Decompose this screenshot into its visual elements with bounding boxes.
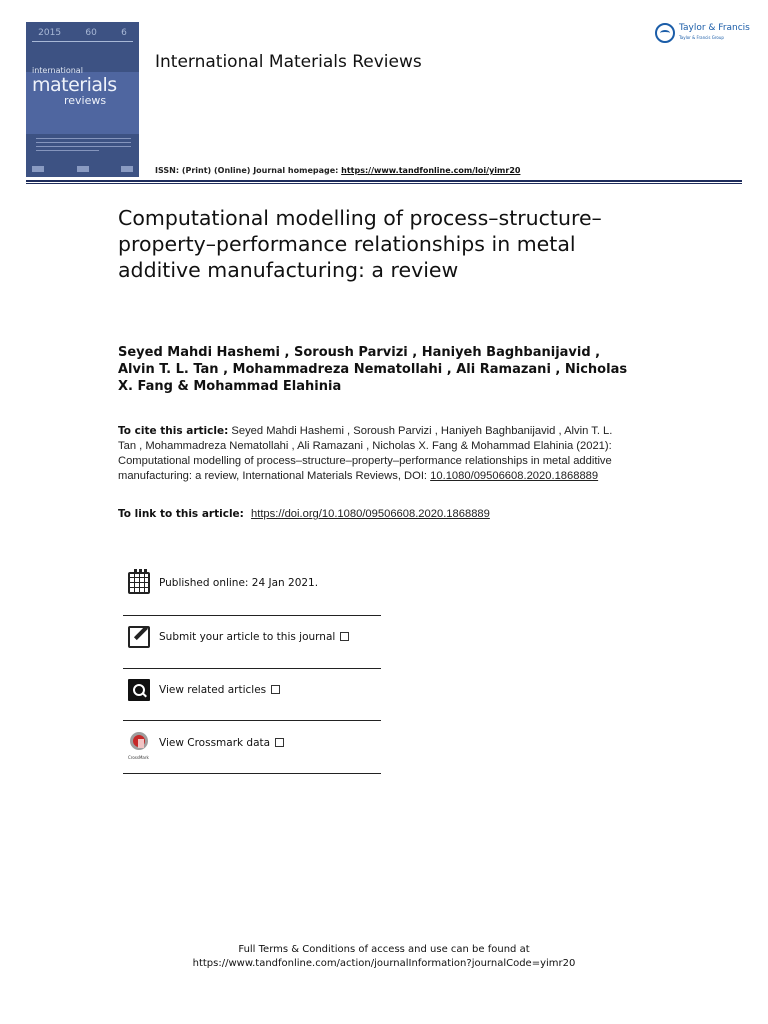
crossmark-link[interactable] [123, 724, 381, 762]
submit-article-link[interactable] [123, 618, 381, 656]
info-separator [123, 720, 381, 721]
calendar-icon [128, 572, 150, 594]
crossmark-badge [130, 732, 148, 750]
terms-url[interactable]: https://www.tandfonline.com/action/journalInformation?journalCode=yimr20 [192, 958, 576, 969]
issn-prefix: ISSN: (Print) (Online) Journal homepage: [155, 166, 342, 175]
terms-line: Full Terms & Conditions of access and use can be found at [238, 944, 530, 955]
citation-label: To cite this article: [118, 425, 229, 437]
cover-fine-line [36, 142, 131, 143]
cover-title-line3: reviews [64, 94, 107, 107]
citation-text: Seyed Mahdi Hashemi , Soroush Parvizi , Haniyeh Baghbanijavid , Alvin T. L. Tan , Mohammadreza Nematollahi , Ali Ramazani , Nicholas X. Fang & Mohammad Elahinia (2021): Computational modelling of process–structure–property–performance relationships in metal additive manufacturing: a review, International Materials Reviews, DOI: [118, 425, 613, 482]
journal-cover-image [26, 22, 139, 177]
journal-name: International Materials Reviews [155, 52, 422, 72]
related-articles-link[interactable] [123, 671, 381, 709]
crossmark-label: View Crossmark data [159, 737, 271, 749]
info-separator [123, 668, 381, 669]
cover-fine-line [36, 146, 131, 147]
terms-footer [0, 943, 768, 971]
edit-icon [128, 626, 150, 648]
published-online-label: Published online: 24 Jan 2021. [159, 577, 319, 589]
cover-volume-numbers [26, 28, 139, 38]
cover-fine-line [36, 138, 131, 139]
article-title: Computational modelling of process–structure–property–performance relationships in metal additive manufacturing: a review [118, 206, 602, 282]
publisher-logo-icon [655, 23, 675, 43]
cover-logos [32, 166, 133, 172]
external-link-icon [271, 685, 280, 694]
article-link-label: To link to this article: [118, 508, 244, 520]
external-link-icon [340, 632, 349, 641]
search-document-icon [128, 679, 150, 701]
submit-article-label: Submit your article to this journal [159, 631, 336, 643]
publisher-name [679, 23, 750, 43]
header-rule-thin [26, 183, 742, 184]
cover-year: 2015 [38, 28, 62, 38]
external-link-icon [275, 738, 284, 747]
info-separator [123, 773, 381, 774]
crossmark-icon-text: CrossMark [128, 755, 149, 760]
related-articles-label: View related articles [159, 684, 267, 696]
cover-divider [32, 41, 133, 42]
citation-block [118, 424, 623, 484]
article-doi-link[interactable]: https://doi.org/10.1080/09506608.2020.1868889 [250, 508, 490, 520]
publisher-name-text: Taylor & Francis [679, 23, 750, 33]
article-link-block [118, 508, 490, 520]
article-authors: Seyed Mahdi Hashemi , Soroush Parvizi , Haniyeh Baghbanijavid , Alvin T. L. Tan , Mohammadreza Nematollahi , Ali Ramazani , Nicholas X. Fang & Mohammad Elahinia [118, 345, 628, 394]
cover-issue: 6 [121, 28, 127, 38]
cover-volume: 60 [85, 28, 97, 38]
citation-doi-link[interactable]: 10.1080/09506608.2020.1868889 [430, 470, 599, 482]
published-online-item [123, 564, 381, 602]
publisher-logo [655, 23, 750, 43]
publisher-group: Taylor & Francis Group [679, 35, 724, 40]
crossmark-icon [128, 732, 150, 760]
cover-fine-line [36, 150, 99, 151]
cover-title-line2: materials [32, 74, 117, 96]
info-separator [123, 615, 381, 616]
journal-homepage-link[interactable]: https://www.tandfonline.com/loi/yimr20 [341, 166, 521, 175]
header-rule [26, 180, 742, 182]
cover-title-line1: international [32, 66, 83, 75]
issn-line [155, 166, 520, 175]
